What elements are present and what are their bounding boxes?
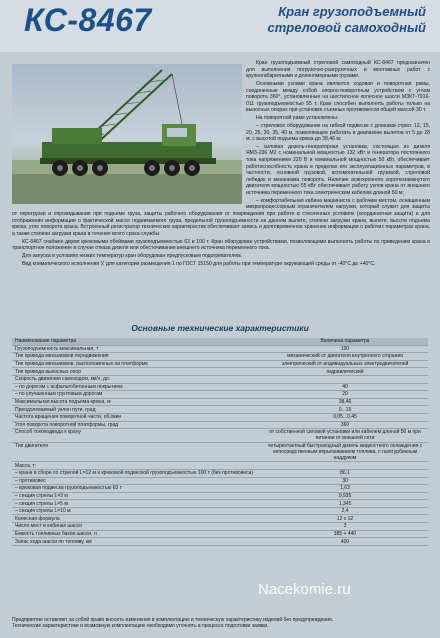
parameter-name: Максимальная высота подъема крюка, м xyxy=(12,398,262,406)
table-row xyxy=(12,391,428,399)
parameter-value: 400 xyxy=(262,538,428,546)
header xyxy=(0,0,440,52)
parameter-value: механический от двигателя внутреннего сгорания xyxy=(262,353,428,361)
table-row xyxy=(12,462,428,470)
table-row xyxy=(12,507,428,515)
table-row xyxy=(12,515,428,523)
parameter-name: Грузоподъемность максимальная, т xyxy=(12,345,262,353)
table-row xyxy=(12,442,428,462)
parameter-name: Тип двигателя xyxy=(12,442,262,462)
parameter-value: от собственной силовой установки или кабелем длиной 50 м при питании от внешней сети xyxy=(262,429,428,443)
parameter-value: 20 xyxy=(262,391,428,399)
table-row xyxy=(12,368,428,376)
model-name: КС-8467 xyxy=(24,2,152,38)
watermark: Nacekomie.ru xyxy=(258,581,351,598)
parameter-name: Число мест в кабинах шасси xyxy=(12,523,262,531)
parameter-name: – секция стрелы L=3 м xyxy=(12,492,262,500)
table-row xyxy=(12,523,428,531)
parameter-name: – по улучшенным грунтовым дорогам xyxy=(12,391,262,399)
table-row xyxy=(12,360,428,368)
parameter-value: 1,63 xyxy=(262,485,428,493)
parameter-name: Колесная формула xyxy=(12,515,262,523)
table-row xyxy=(12,492,428,500)
intro-paragraph: Кран грузоподъемный стреловой самоходный КС-8467 предназначен для выполнения погрузочно-разгрузочных и монтажных работ с крупногабаритными и длинномерными грузами. xyxy=(246,60,430,80)
parameter-name: Запас хода шасси по топливу, км xyxy=(12,538,262,546)
parameter-value: 86,1 xyxy=(262,469,428,477)
table-row xyxy=(12,383,428,391)
column-header: Величина параметра xyxy=(262,338,428,345)
table-row xyxy=(12,413,428,421)
parameter-value: гидравлический xyxy=(262,368,428,376)
parameter-value xyxy=(262,375,428,383)
parameter-value: 30 xyxy=(262,477,428,485)
parameter-value: 2,4 xyxy=(262,507,428,515)
parameter-name: Тип привода выносных опор xyxy=(12,368,262,376)
parameter-value: 12 х 12 xyxy=(262,515,428,523)
table-row xyxy=(12,345,428,353)
parameter-value: четырехтактный быстроходный дизель жидкостного охлаждения с непосредственным впрыскиванием топлива, с газотурбинным наддувом xyxy=(262,442,428,462)
parameter-name: Способ токоподвода к крану xyxy=(12,429,262,443)
parameter-name: Преодолеваемый уклон пути, град xyxy=(12,406,262,414)
table-row xyxy=(12,375,428,383)
specs-title: Основные технические характеристики xyxy=(131,323,309,333)
table-row xyxy=(12,477,428,485)
intro-paragraph: – комфортабельная кабина машиниста с рабочим местом, оснащенным микропроцессорным ограничителем нагрузки, который служит для защиты от перегрузки и опрокидывания при подъеме груза, защиты рабочего оборудования от повреждения при работе в стесненных условиях (координатная защита) и для отображения информации о фактической массе поднимаемого груза, предельной грузоподъемности на данном вылете, степени загрузки крана, вылете, высоте подъема крюка, угле поворота крана. Встроенный регистратор технических характеристик обеспечивает запись и долговременное хранение информации о рабочих параметрах крана, а также степени загрузки крана в течение всего срока службы. xyxy=(12,197,430,237)
table-row xyxy=(12,429,428,443)
parameter-value: 100 xyxy=(262,345,428,353)
column-header: Наименование параметра xyxy=(12,338,262,345)
parameter-value: 38,46 xyxy=(262,398,428,406)
parameter-value: 3 xyxy=(262,523,428,531)
parameter-name: – крана в сборе со стрелой L=12 м и крюковой подвеской грузоподъемностью 100 т (без противовеса) xyxy=(12,469,262,477)
parameter-name: Угол поворота поворотной платформы, град xyxy=(12,421,262,429)
intro-paragraph: Для запуска в условиях низких температур кран оборудован предпусковым подогревателем. xyxy=(22,252,243,259)
footer-line: Технические характеристики и возможную комплектацию необходимо уточнять в процессе подготовки заявки. xyxy=(12,623,269,629)
parameter-value: 1,345 xyxy=(262,500,428,508)
footer-note xyxy=(12,617,428,629)
intro-paragraph: На поворотной раме установлены: xyxy=(256,115,339,122)
parameter-value: 0...15 xyxy=(262,406,428,414)
parameter-name: – секция стрелы L=10 м xyxy=(12,507,262,515)
table-row xyxy=(12,485,428,493)
intro-text xyxy=(12,60,430,269)
table-row xyxy=(12,538,428,546)
parameter-name: – секция стрелы L=5 м xyxy=(12,500,262,508)
parameter-name: – противовес xyxy=(12,477,262,485)
parameter-name: Тип привода механизмов, расположенных на платформе xyxy=(12,360,262,368)
table-row xyxy=(12,353,428,361)
parameter-value: 0,935 xyxy=(262,492,428,500)
parameter-name: – по дорогам с асфальтобетонным покрытием xyxy=(12,383,262,391)
parameter-name: Емкость топливных баков шасси, л xyxy=(12,530,262,538)
table-row xyxy=(12,500,428,508)
table-row xyxy=(12,469,428,477)
intro-paragraph: КС-8467 снабжен двумя крюковыми обоймами грузоподъемностью 63 и 100 т. Кран оборудован устройствами, позволяющими выполнять работы по приведению крана в транспортное положение в случае отказа дизеля или обесточивания внешнего источника переменного тока. xyxy=(12,238,430,252)
specs-table xyxy=(12,338,428,546)
parameter-value: 385 + 440 xyxy=(262,530,428,538)
page-title: Кран грузоподъемный стреловой самоходный xyxy=(267,4,426,35)
table-row xyxy=(12,421,428,429)
footer-line: Предприятие оставляет за собой право вносить изменения в комплектацию и техническую характеристику изделий без предупреждения. xyxy=(12,617,334,623)
intro-paragraph: – силовая дизель-генераторная установка, состоящая из дизеля ЯМЗ-236 М2 с номинальной мощностью 132 кВт и генератора постоянного тока напряжением 220 В и номинальной мощностью 50 кВт, обеспечивает работоспособность крана в пределах его эксплуатационных параметров, в частности, основной грузовой, вспомогательной грузовой, стреловой лебедок и механизма поворота. Наличие асинхронного короткозамкнутого двигателя мощностью 55 кВт обеспечивает работу узлов крана от внешнего источника переменного тока электрическим кабелем длиной 50 м; xyxy=(246,143,430,197)
parameter-value: электрический от индивидуальных электродвигателей xyxy=(262,360,428,368)
table-row xyxy=(12,406,428,414)
parameter-name: – крюковая подвеска грузоподъемностью 63 т xyxy=(12,485,262,493)
parameter-name: Тип привода механизмов передвижения xyxy=(12,353,262,361)
intro-paragraph: Основными узлами крана являются ходовая и поворотная рамы, соединенные между собой опорно-поворотным устройством с углом поворота 360°, установленные на шестиосное колесное шасси МЗКТ-7916-011 грузоподъемностью 55 т. Кран способен выполнять работы только на выносных опорах при установке съемных противовесов общей массой 30 т. xyxy=(246,80,430,114)
parameter-value: 40 xyxy=(262,383,428,391)
parameter-value xyxy=(262,462,428,470)
table-header-row xyxy=(12,338,428,345)
table-row xyxy=(12,398,428,406)
parameter-name: Частота вращения поворотной части, об./мин xyxy=(12,413,262,421)
parameter-name: Скорость движения самоходом, км/ч, до: xyxy=(12,375,262,383)
parameter-value: 360 xyxy=(262,421,428,429)
intro-paragraph: Вид климатического исполнения У, для категории размещения 1 по ГОСТ 15150 для работы при температуре окружающей среды от -40°С до +40°С. xyxy=(22,260,376,267)
parameter-value: 0,05...0,45 xyxy=(262,413,428,421)
table-row xyxy=(12,530,428,538)
intro-paragraph: – стреловое оборудование на гибкой подвеске с длинами стрел: 12, 15, 20, 25, 30, 35, 40 м, позволяющее работать в диапазоне вылетов от 5 до 28 м, с высотой подъема крюка до 38,46 м; xyxy=(246,122,430,143)
parameter-name: Масса, т: xyxy=(12,462,262,470)
